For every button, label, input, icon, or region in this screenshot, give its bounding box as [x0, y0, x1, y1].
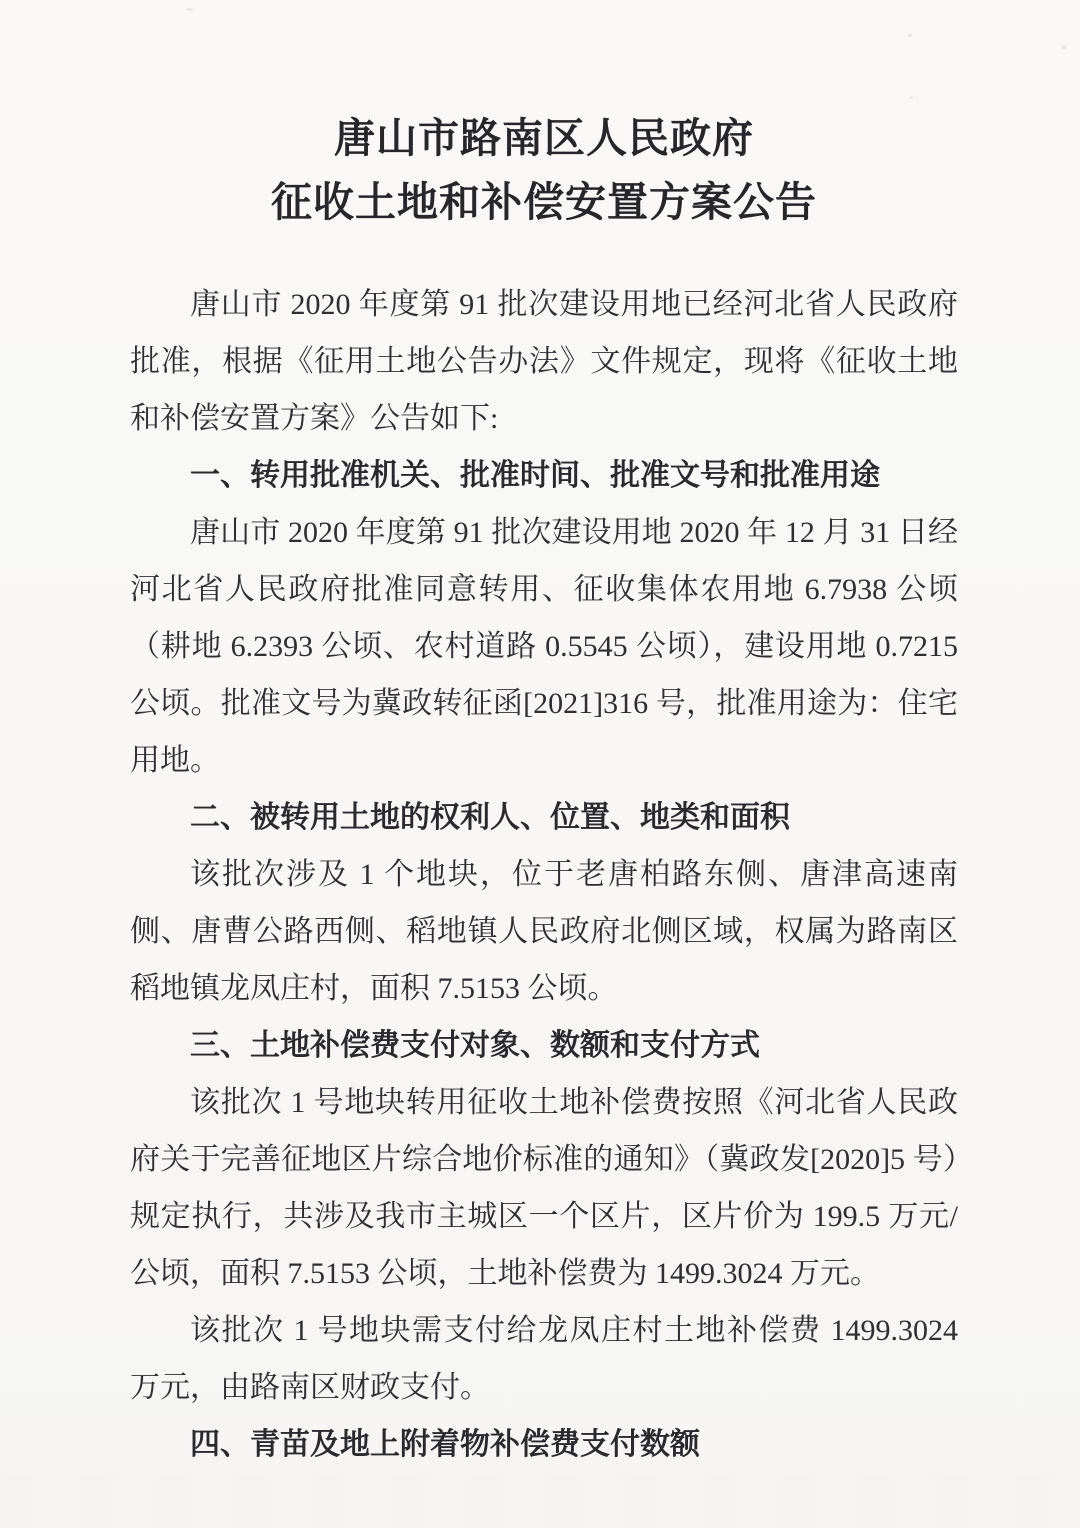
title-line-1: 唐山市路南区人民政府: [334, 115, 754, 161]
title-line-2: 征收土地和补偿安置方案公告: [271, 179, 817, 225]
section-1-paragraph: 唐山市 2020 年度第 91 批次建设用地 2020 年 12 月 31 日经河北省人民政府批准同意转用、征收集体农用地 6.7938 公顷（耕地 6.2393 公顷、农村道路 0.5545 公顷），建设用地 0.7215 公顷。批准文号为冀政转征函[2021]316 号，批准用途为：住宅用地。: [130, 516, 958, 777]
document-title: [130, 106, 958, 234]
scan-speck: [1062, 45, 1066, 49]
scan-speck: [186, 8, 193, 11]
section-3-heading: 三、土地补偿费支付对象、数额和支付方式: [190, 1029, 760, 1062]
intro-paragraph: 唐山市 2020 年度第 91 批次建设用地已经河北省人民政府批准，根据《征用土地公告办法》文件规定，现将《征收土地和补偿安置方案》公告如下:: [130, 288, 958, 435]
section-2-paragraph: 该批次涉及 1 个地块，位于老唐柏路东侧、唐津高速南侧、唐曹公路西侧、稻地镇人民政府北侧区域，权属为路南区稻地镇龙凤庄村，面积 7.5153 公顷。: [130, 858, 958, 1005]
scan-speck: [908, 34, 912, 37]
section-3-paragraph-2: 该批次 1 号地块需支付给龙凤庄村土地补偿费 1499.3024 万元，由路南区财政支付。: [130, 1314, 958, 1404]
scan-speck: [910, 96, 913, 99]
section-2-heading: 二、被转用土地的权利人、位置、地类和面积: [190, 801, 790, 834]
scan-bleed-through: [0, 1474, 1080, 1528]
document-content: [130, 276, 958, 1473]
section-1-heading: 一、转用批准机关、批准时间、批准文号和批准用途: [190, 459, 880, 492]
section-3-paragraph-1: 该批次 1 号地块转用征收土地补偿费按照《河北省人民政府关于完善征地区片综合地价标准的通知》（冀政发[2020]5 号）规定执行，共涉及我市主城区一个区片，区片价为 199.5 万元/公顷，面积 7.5153 公顷，土地补偿费为 1499.3024 万元。: [130, 1086, 958, 1290]
section-4-heading: 四、青苗及地上附着物补偿费支付数额: [190, 1428, 700, 1461]
